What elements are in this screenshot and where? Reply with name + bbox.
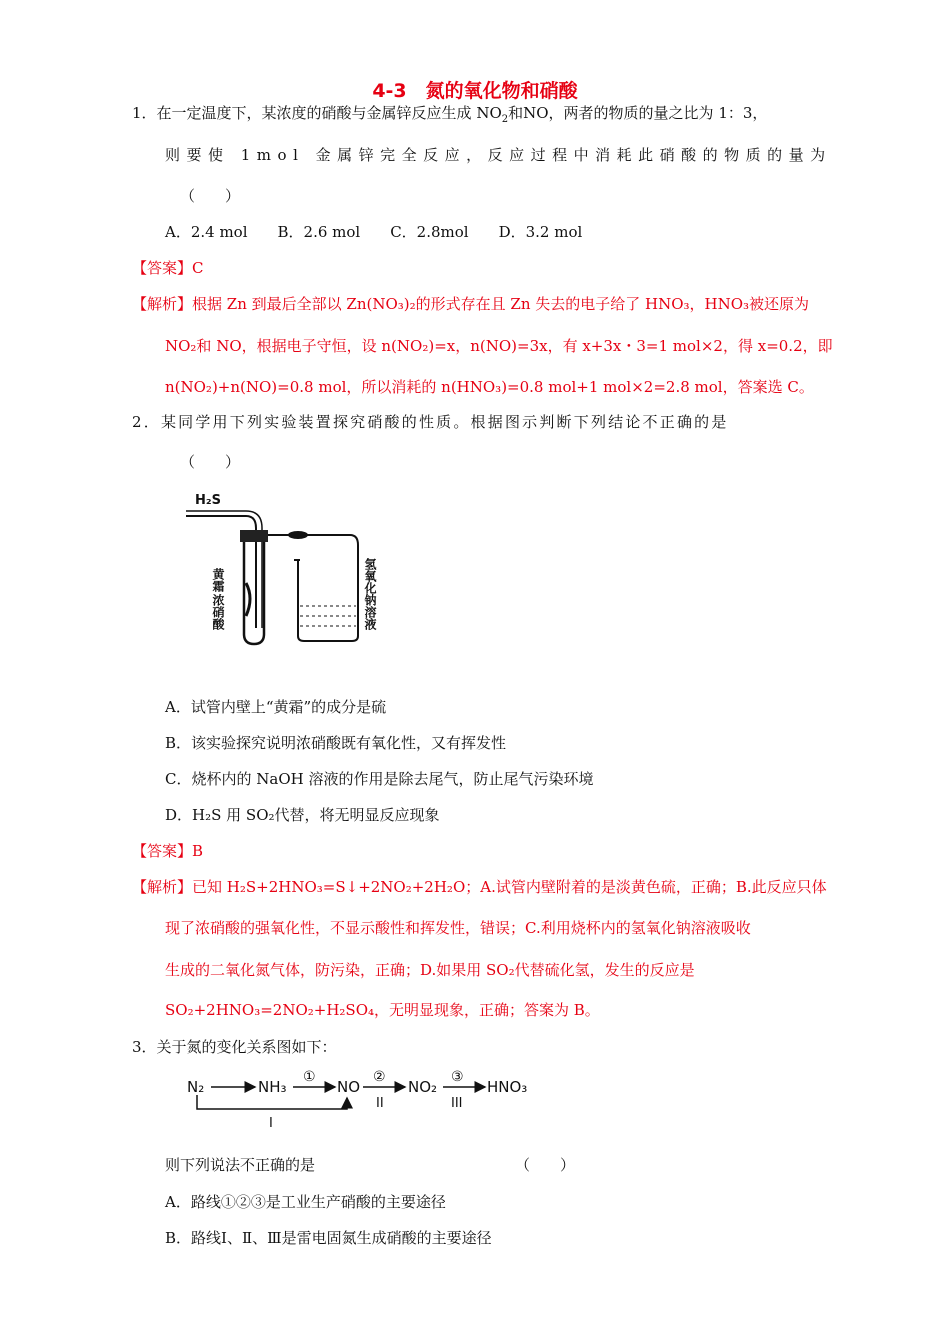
q2-stem-line1: 2．某同学用下列实验装置探究硝酸的性质。根据图示判断下列结论不正确的是: [132, 413, 729, 431]
q2-option-c: C．烧杯内的 NaOH 溶液的作用是除去尾气，防止尾气污染环境: [165, 770, 594, 788]
route-2-label: ②: [373, 1069, 386, 1085]
q2-explanation-line4: SO₂+2HNO₃=2NO₂+H₂SO₄，无明显现象，正确；答案为 B。: [165, 1001, 600, 1019]
yellow-frost-deposit: [246, 583, 250, 616]
experiment-apparatus-figure: [180, 488, 390, 648]
q1-options: A．2.4 mol B．2.6 mol C．2.8mol D．3.2 mol: [165, 223, 583, 241]
q1-explanation-line3: n(NO₂)+n(NO)=0.8 mol，所以消耗的 n(HNO₃)=0.8 mol+1 mol×2=2.8 mol，答案选 C。: [165, 378, 814, 396]
q2-answer-paren: （ ）: [180, 453, 241, 471]
q2-option-b: B．该实验探究说明浓硝酸既有氧化性，又有挥发性: [165, 734, 507, 752]
q2-option-d: D．H₂S 用 SO₂代替，将无明显反应现象: [165, 806, 440, 824]
arrow-route-i: [197, 1095, 347, 1109]
q3-question: 则下列说法不正确的是: [165, 1156, 316, 1174]
q1-stem-line2: 则要使 1mol 金属锌完全反应，反应过程中消耗此硝酸的物质的量为: [165, 146, 832, 164]
rubber-stopper: [240, 530, 268, 542]
nh3-node: NH₃: [258, 1078, 287, 1096]
q1-explanation-line1: 【解析】根据 Zn 到最后全部以 Zn(NO₃)₂的形式存在且 Zn 失去的电子给了 HNO₃，HNO₃被还原为: [132, 295, 810, 313]
q1-answer-paren: （ ）: [180, 187, 241, 205]
q2-option-a: A．试管内壁上“黄霜”的成分是硫: [165, 698, 387, 716]
route-ii-label: II: [376, 1096, 384, 1111]
q1-answer: 【答案】C: [132, 259, 204, 277]
route-1-label: ①: [303, 1069, 316, 1085]
conc-nitric-acid-label: 浓硝酸: [211, 594, 225, 630]
q2-explanation-line2: 现了浓硝酸的强氧化性，不显示酸性和挥发性，错误；C.利用烧杯内的氢氧化钠溶液吸收: [165, 919, 751, 937]
naoh-solution-label: 氢氧化钠溶液: [363, 558, 377, 630]
nitrogen-conversion-diagram: [185, 1065, 545, 1135]
q1-explanation-line2: NO₂和 NO，根据电子守恒，设 n(NO₂)=x，n(NO)=3x，有 x+3x・3=1 mol×2，得 x=0.2，即: [165, 337, 833, 355]
h2s-label: H₂S: [195, 493, 221, 508]
route-iii-label: III: [451, 1096, 463, 1111]
q2-answer: 【答案】B: [132, 842, 204, 860]
hno3-node: HNO₃: [487, 1078, 528, 1096]
q3-answer-paren: （ ）: [515, 1156, 576, 1174]
route-i-label: I: [269, 1116, 273, 1131]
q3-stem: 3．关于氮的变化关系图如下：: [132, 1038, 337, 1056]
q2-explanation-line1: 【解析】已知 H₂S+2HNO₃=S↓+2NO₂+2H₂O；A.试管内壁附着的是淡黄色硫，正确；B.此反应只体: [132, 878, 827, 896]
page-title: 4-3 氮的氧化物和硝酸: [372, 80, 578, 102]
no2-node: NO₂: [408, 1078, 438, 1096]
test-tube: [244, 538, 264, 644]
q2-explanation-line3: 生成的二氧化氮气体，防污染，正确；D.如果用 SO₂代替硫化氢，发生的反应是: [165, 961, 695, 979]
n2-node: N₂: [187, 1078, 205, 1096]
yellow-frost-label: 黄霜: [211, 568, 225, 592]
q3-option-a: A．路线①②③是工业生产硝酸的主要途径: [165, 1193, 446, 1211]
no-node: NO: [337, 1078, 361, 1096]
tube-connector: [288, 531, 308, 539]
q3-option-b: B．路线Ⅰ、Ⅱ、Ⅲ是雷电固氮生成硝酸的主要途径: [165, 1229, 492, 1247]
beaker: [298, 560, 358, 641]
q1-stem-line1: 1．在一定温度下，某浓度的硝酸与金属锌反应生成 $NO_2$和NO，两者的物质的量之比为 1：3，: [132, 104, 768, 125]
route-3-label: ③: [451, 1069, 464, 1085]
outlet-tube: [268, 535, 358, 600]
